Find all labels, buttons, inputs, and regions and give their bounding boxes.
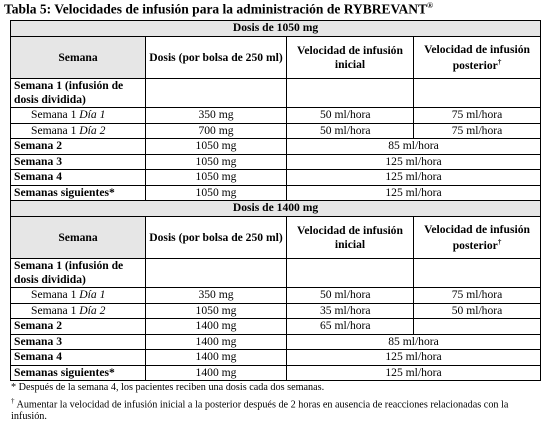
dose-cell: 1400 mg bbox=[146, 365, 287, 381]
header-vel-posterior bbox=[414, 37, 541, 79]
section-header-1400 bbox=[11, 201, 541, 217]
row-label bbox=[11, 288, 146, 304]
table-row bbox=[11, 365, 541, 381]
dagger-mark: † bbox=[11, 396, 15, 405]
table-row bbox=[11, 170, 541, 186]
posterior-rate-cell: 75 ml/hora bbox=[414, 123, 541, 139]
rate-cell: 125 ml/hora bbox=[287, 365, 541, 381]
row-label-text: Semana 1 bbox=[31, 123, 80, 137]
row-label: Semana 4 bbox=[11, 350, 146, 366]
dose-cell: 700 mg bbox=[146, 123, 287, 139]
empty-cell bbox=[414, 319, 541, 335]
footnote-text: Aumentar la velocidad de infusión inicial a la posterior después de 2 horas en ausencia de reacciones relacionadas con la infusión. bbox=[11, 398, 509, 423]
infusion-rates-table bbox=[10, 20, 541, 381]
header-semana: Semana bbox=[11, 217, 146, 259]
table-row bbox=[11, 185, 541, 201]
table-row bbox=[11, 259, 541, 288]
rate-cell: 125 ml/hora bbox=[287, 170, 541, 186]
dose-cell: 350 mg bbox=[146, 288, 287, 304]
rate-cell: 85 ml/hora bbox=[287, 139, 541, 155]
rate-cell: 125 ml/hora bbox=[287, 154, 541, 170]
column-header-row bbox=[11, 217, 541, 259]
row-label: Semana 2 bbox=[11, 319, 146, 335]
table-row bbox=[11, 303, 541, 319]
dose-cell: 1050 mg bbox=[146, 154, 287, 170]
initial-rate-cell: 50 ml/hora bbox=[287, 108, 414, 124]
empty-cell bbox=[287, 259, 414, 288]
week1-label: Semana 1 (infusión de dosis dividida) bbox=[11, 259, 146, 288]
table-row bbox=[11, 139, 541, 155]
day-label: Día 2 bbox=[79, 123, 106, 137]
rate-cell: 125 ml/hora bbox=[287, 185, 541, 201]
dose-cell: 1050 mg bbox=[146, 185, 287, 201]
table-row bbox=[11, 334, 541, 350]
row-label-text: Semana 1 bbox=[31, 303, 80, 317]
row-label bbox=[11, 303, 146, 319]
row-label: Semanas siguientes* bbox=[11, 365, 146, 381]
table-title bbox=[4, 1, 433, 18]
posterior-rate-cell: 50 ml/hora bbox=[414, 303, 541, 319]
section-header-1050 bbox=[11, 21, 541, 37]
row-label: Semana 4 bbox=[11, 170, 146, 186]
column-header-row bbox=[11, 37, 541, 79]
week1-label: Semana 1 (infusión de dosis dividida) bbox=[11, 79, 146, 108]
footnote-dagger bbox=[11, 395, 541, 424]
table-title-text: Tabla 5: Velocidades de infusión para la administración de RYBREVANT bbox=[4, 1, 427, 17]
empty-cell bbox=[414, 79, 541, 108]
empty-cell bbox=[146, 79, 287, 108]
empty-cell bbox=[414, 259, 541, 288]
row-label: Semana 2 bbox=[11, 139, 146, 155]
row-label bbox=[11, 123, 146, 139]
table-row bbox=[11, 288, 541, 304]
dose-cell: 1400 mg bbox=[146, 334, 287, 350]
row-label: Semana 3 bbox=[11, 154, 146, 170]
header-vel-posterior-text: Velocidad de infusión posterior bbox=[424, 222, 530, 252]
registered-mark: ® bbox=[426, 1, 433, 10]
row-label-text: Semana 1 bbox=[31, 288, 80, 301]
initial-rate-cell: 50 ml/hora bbox=[287, 123, 414, 139]
rate-cell: 85 ml/hora bbox=[287, 334, 541, 350]
row-label-text: Semana 1 bbox=[31, 108, 80, 121]
day-label: Día 1 bbox=[79, 108, 106, 121]
initial-rate-cell: 35 ml/hora bbox=[287, 303, 414, 319]
empty-cell bbox=[287, 79, 414, 108]
header-vel-inicial: Velocidad de infusión inicial bbox=[287, 217, 414, 259]
day-label: Día 1 bbox=[79, 288, 106, 301]
table-row bbox=[11, 319, 541, 335]
dagger-mark: † bbox=[497, 58, 502, 67]
table-row bbox=[11, 108, 541, 124]
header-vel-posterior bbox=[414, 217, 541, 259]
dose-cell: 1400 mg bbox=[146, 350, 287, 366]
row-label bbox=[11, 108, 146, 124]
posterior-rate-cell: 75 ml/hora bbox=[414, 288, 541, 304]
dagger-mark: † bbox=[497, 238, 502, 247]
footnote-asterisk bbox=[11, 382, 541, 395]
header-dosis: Dosis (por bolsa de 250 ml) bbox=[146, 37, 287, 79]
section-title: Dosis de 1050 mg bbox=[11, 21, 541, 37]
header-semana: Semana bbox=[11, 37, 146, 79]
row-label: Semana 3 bbox=[11, 334, 146, 350]
rate-cell: 125 ml/hora bbox=[287, 350, 541, 366]
day-label: Día 2 bbox=[79, 303, 106, 317]
header-vel-posterior-text: Velocidad de infusión posterior bbox=[424, 42, 530, 72]
row-label: Semanas siguientes* bbox=[11, 185, 146, 201]
section-title: Dosis de 1400 mg bbox=[11, 201, 541, 217]
footnote-text: * Después de la semana 4, los pacientes reciben una dosis cada dos semanas. bbox=[11, 382, 325, 393]
header-dosis: Dosis (por bolsa de 250 ml) bbox=[146, 217, 287, 259]
posterior-rate-cell: 75 ml/hora bbox=[414, 108, 541, 124]
dose-cell: 350 mg bbox=[146, 108, 287, 124]
initial-rate-cell: 65 ml/hora bbox=[287, 319, 414, 335]
dose-cell: 1400 mg bbox=[146, 319, 287, 335]
dose-cell: 1050 mg bbox=[146, 303, 287, 319]
initial-rate-cell: 50 ml/hora bbox=[287, 288, 414, 304]
header-vel-inicial: Velocidad de infusión inicial bbox=[287, 37, 414, 79]
table-row bbox=[11, 123, 541, 139]
table-row bbox=[11, 154, 541, 170]
dose-cell: 1050 mg bbox=[146, 170, 287, 186]
dose-cell: 1050 mg bbox=[146, 139, 287, 155]
empty-cell bbox=[146, 259, 287, 288]
table-row bbox=[11, 350, 541, 366]
table-row bbox=[11, 79, 541, 108]
footnotes bbox=[11, 382, 541, 424]
